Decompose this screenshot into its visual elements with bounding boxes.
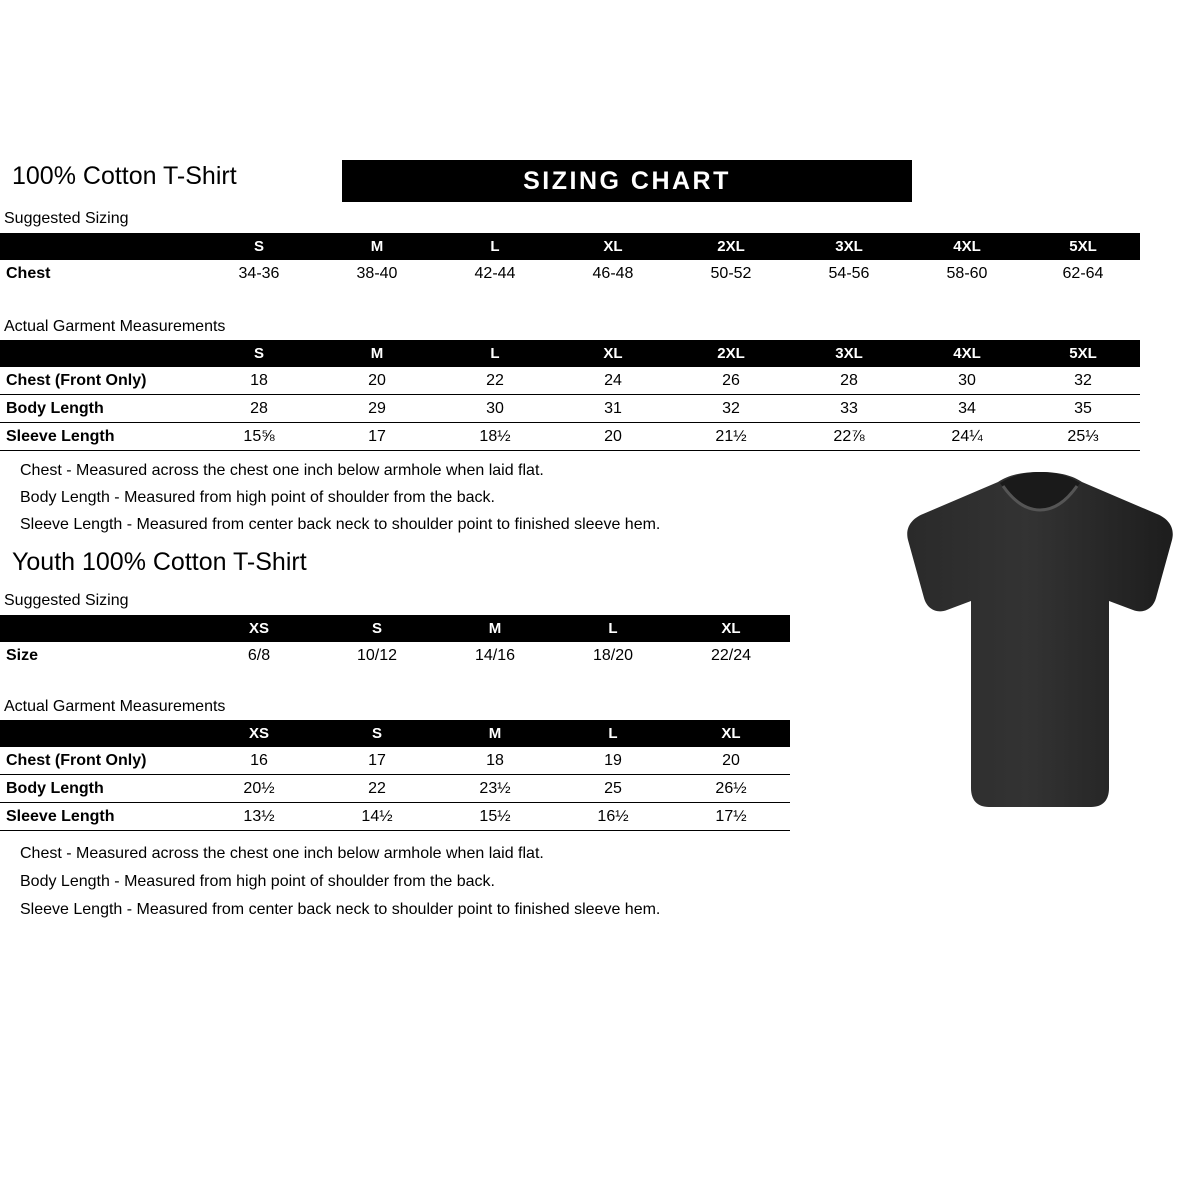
adult-note-chest: Chest - Measured across the chest one inch below armhole when laid flat. [20,462,544,479]
cell: 18 [436,747,554,775]
cell: 20 [318,367,436,395]
table-row [0,775,790,803]
col-header: XL [554,233,672,260]
col-header: 2XL [672,340,790,367]
col-header [0,340,200,367]
col-header: 4XL [908,233,1026,260]
table-header-row [0,720,790,747]
youth-actual-label: Actual Garment Measurements [4,698,226,715]
header-row [12,160,1188,204]
cell: 26 [672,367,790,395]
row-label: Sleeve Length [0,803,200,831]
table-row [0,803,790,831]
table-row [0,423,1140,451]
youth-suggested-table [0,615,790,669]
cell: 15½ [436,803,554,831]
cell: 15⅝ [200,423,318,451]
youth-note-chest: Chest - Measured across the chest one inch below armhole when laid flat. [20,845,544,862]
cell: 17 [318,423,436,451]
row-label: Chest [6,264,51,282]
col-header: S [318,720,436,747]
adult-actual-table [0,340,1140,451]
cell: 28 [200,395,318,423]
cell: 22 [436,367,554,395]
cell: 20 [554,423,672,451]
page-title: 100% Cotton T-Shirt [12,162,237,190]
cell: 21½ [672,423,790,451]
cell: 20 [672,747,790,775]
adult-note-sleeve-length: Sleeve Length - Measured from center back neck to shoulder point to finished sleeve hem. [20,516,661,533]
youth-suggested-label: Suggested Sizing [4,592,129,609]
table-row [0,367,1140,395]
table-row [0,642,790,669]
cell: 28 [790,367,908,395]
col-header: M [436,615,554,642]
cell: 10/12 [356,646,398,664]
col-header: L [554,615,672,642]
adult-suggested-table [0,233,1140,287]
col-header: S [318,615,436,642]
cell: 62-64 [1062,264,1104,282]
col-header [0,615,200,642]
cell: 30 [436,395,554,423]
col-header [0,720,200,747]
cell: 34-36 [238,264,280,282]
col-header: 3XL [790,340,908,367]
cell: 23½ [436,775,554,803]
col-header: 3XL [790,233,908,260]
row-label: Size [6,646,39,664]
cell: 20½ [200,775,318,803]
table-header-row [0,615,790,642]
cell: 29 [318,395,436,423]
table-header-row [0,340,1140,367]
col-header: M [318,233,436,260]
col-header: XS [200,615,318,642]
adult-actual-label: Actual Garment Measurements [4,318,226,335]
table-row [0,260,1140,287]
col-header: L [436,233,554,260]
col-header [0,233,200,260]
cell: 16 [200,747,318,775]
t-shirt-icon [895,470,1185,815]
col-header: S [200,340,318,367]
t-shirt-illustration [895,470,1185,815]
youth-actual-table [0,720,790,831]
cell: 16½ [554,803,672,831]
cell: 6/8 [247,646,271,664]
col-header: XL [672,720,790,747]
table-row [0,395,1140,423]
cell: 24¼ [908,423,1026,451]
cell: 25 [554,775,672,803]
adult-note-body-length: Body Length - Measured from high point of shoulder from the back. [20,489,495,506]
cell: 32 [1026,367,1140,395]
cell: 34 [908,395,1026,423]
col-header: 5XL [1026,340,1140,367]
cell: 25⅓ [1026,423,1140,451]
sizing-chart-banner [342,160,912,202]
col-header: L [554,720,672,747]
col-header: L [436,340,554,367]
cell: 26½ [672,775,790,803]
cell: 14/16 [474,646,516,664]
table-header-row [0,233,1140,260]
adult-suggested-label: Suggested Sizing [4,210,129,227]
col-header: M [318,340,436,367]
col-header: 5XL [1026,233,1140,260]
col-header: 2XL [672,233,790,260]
row-label: Body Length [0,395,200,423]
cell: 17 [318,747,436,775]
youth-note-body-length: Body Length - Measured from high point of shoulder from the back. [20,873,495,890]
cell: 42-44 [474,264,516,282]
cell: 46-48 [592,264,634,282]
cell: 32 [672,395,790,423]
cell: 33 [790,395,908,423]
cell: 58-60 [946,264,988,282]
col-header: XS [200,720,318,747]
cell: 13½ [200,803,318,831]
cell: 22/24 [710,646,752,664]
cell: 18½ [436,423,554,451]
row-label: Body Length [0,775,200,803]
cell: 19 [554,747,672,775]
cell: 30 [908,367,1026,395]
cell: 54-56 [828,264,870,282]
cell: 50-52 [710,264,752,282]
youth-section-title: Youth 100% Cotton T-Shirt [12,548,307,576]
row-label: Chest (Front Only) [0,367,200,395]
cell: 22 [318,775,436,803]
sizing-chart-banner-label: SIZING CHART [523,167,731,195]
row-label: Chest (Front Only) [0,747,200,775]
cell: 22⅞ [790,423,908,451]
youth-note-sleeve-length: Sleeve Length - Measured from center back neck to shoulder point to finished sleeve hem. [20,901,661,918]
col-header: XL [672,615,790,642]
col-header: S [200,233,318,260]
cell: 24 [554,367,672,395]
col-header: XL [554,340,672,367]
table-row [0,747,790,775]
cell: 14½ [318,803,436,831]
col-header: M [436,720,554,747]
col-header: 4XL [908,340,1026,367]
cell: 38-40 [356,264,398,282]
cell: 18/20 [592,646,634,664]
cell: 35 [1026,395,1140,423]
cell: 31 [554,395,672,423]
cell: 17½ [672,803,790,831]
row-label: Sleeve Length [0,423,200,451]
cell: 18 [200,367,318,395]
